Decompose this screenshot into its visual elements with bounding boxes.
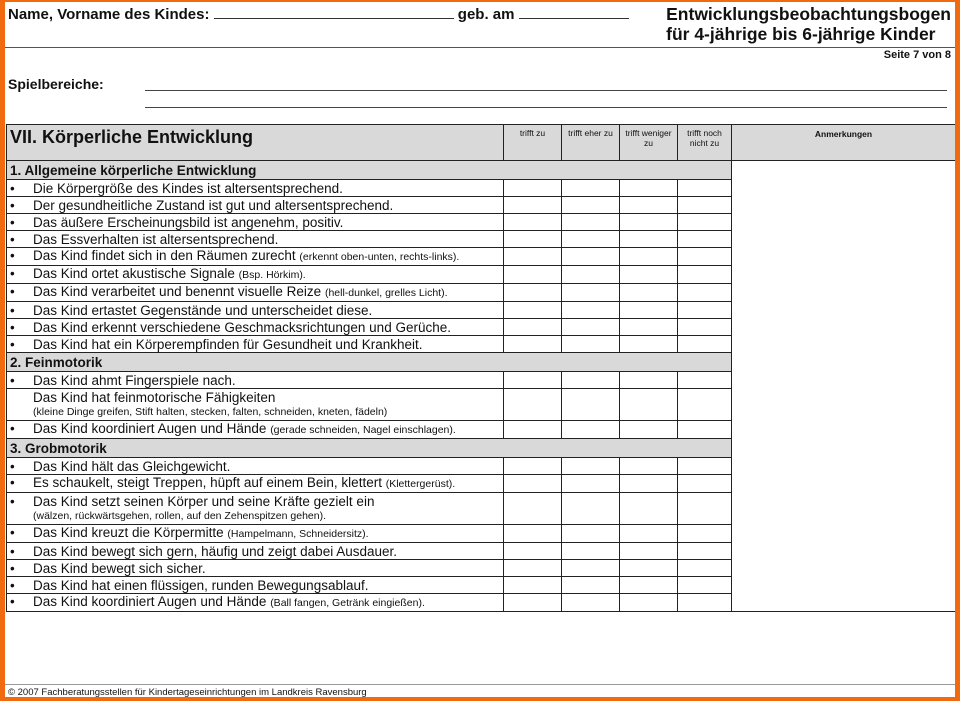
rating-checkbox-cell[interactable] xyxy=(678,214,732,231)
rating-checkbox-cell[interactable] xyxy=(562,560,620,577)
item-note: (erkennt oben-unten, rechts-links). xyxy=(299,251,460,263)
section-title: 1. Allgemeine körperliche Entwicklung xyxy=(7,161,732,180)
rating-checkbox-cell[interactable] xyxy=(504,231,562,248)
item-text: Der gesundheitliche Zustand ist gut und altersentsprechend. xyxy=(33,197,394,213)
document-page xyxy=(5,2,955,697)
rating-checkbox-cell[interactable] xyxy=(678,493,732,525)
child-name-field-row xyxy=(8,6,629,23)
observation-table xyxy=(6,124,955,612)
item-text-cell xyxy=(7,594,504,612)
rating-checkbox-cell[interactable] xyxy=(504,214,562,231)
rating-checkbox-cell[interactable] xyxy=(678,372,732,389)
item-text-cell xyxy=(7,214,504,231)
item-text: Das Kind bewegt sich gern, häufig und zeigt dabei Ausdauer. xyxy=(33,543,397,559)
rating-checkbox-cell[interactable] xyxy=(562,284,620,302)
name-input-line[interactable] xyxy=(214,6,454,19)
rating-checkbox-cell[interactable] xyxy=(678,421,732,439)
bullet-icon: • xyxy=(10,493,15,509)
item-text-cell xyxy=(7,248,504,266)
bullet-icon: • xyxy=(10,475,15,490)
item-text-cell xyxy=(7,372,504,389)
bullet-icon: • xyxy=(10,372,15,388)
item-text: Das Kind erkennt verschiedene Geschmacksrichtungen und Gerüche. xyxy=(33,319,451,335)
item-subnote: (kleine Dinge greifen, Stift halten, stecken, falten, schneiden, kneten, fädeln) xyxy=(33,405,388,418)
item-text: Die Körpergröße des Kindes ist altersentsprechend. xyxy=(33,180,343,196)
bullet-icon: • xyxy=(10,594,15,609)
item-note: (Bsp. Hörkim). xyxy=(238,269,306,281)
item-note: (Hampelmann, Schneidersitz). xyxy=(227,528,369,540)
item-text-cell xyxy=(7,302,504,319)
rating-checkbox-cell[interactable] xyxy=(678,336,732,353)
item-text: Das Kind koordiniert Augen und Hände xyxy=(33,421,267,436)
form-title-line2: für 4-jährige bis 6-jährige Kinder xyxy=(666,24,936,44)
item-text-cell xyxy=(7,180,504,197)
rating-checkbox-cell[interactable] xyxy=(620,266,678,284)
rating-checkbox-cell[interactable] xyxy=(562,197,620,214)
rating-checkbox-cell[interactable] xyxy=(620,372,678,389)
rating-checkbox-cell[interactable] xyxy=(620,302,678,319)
item-subnote: (wälzen, rückwärtsgehen, rollen, auf den Zehenspitzen gehen). xyxy=(33,509,327,522)
rating-checkbox-cell[interactable] xyxy=(504,336,562,353)
bullet-icon: • xyxy=(10,214,15,230)
rating-checkbox-cell[interactable] xyxy=(504,266,562,284)
item-text: Das Kind ahmt Fingerspiele nach. xyxy=(33,372,236,388)
item-note: (gerade schneiden, Nagel einschlagen). xyxy=(270,424,456,436)
col-trifft-zu: trifft zu xyxy=(504,125,562,161)
birthdate-input-line[interactable] xyxy=(519,6,629,19)
item-text-cell xyxy=(7,493,504,525)
item-text: Das Kind bewegt sich sicher. xyxy=(33,560,206,576)
rating-checkbox-cell[interactable] xyxy=(678,525,732,543)
rating-checkbox-cell[interactable] xyxy=(620,543,678,560)
rating-checkbox-cell[interactable] xyxy=(678,197,732,214)
rating-checkbox-cell[interactable] xyxy=(620,319,678,336)
table-title: VII. Körperliche Entwicklung xyxy=(7,125,504,161)
rating-checkbox-cell[interactable] xyxy=(562,594,620,612)
rating-checkbox-cell[interactable] xyxy=(678,284,732,302)
rating-checkbox-cell[interactable] xyxy=(504,493,562,525)
item-text: Das Kind hat feinmotorische Fähigkeiten xyxy=(33,389,276,405)
rating-checkbox-cell[interactable] xyxy=(504,302,562,319)
item-text-cell xyxy=(7,458,504,475)
rating-checkbox-cell[interactable] xyxy=(678,302,732,319)
bullet-icon: • xyxy=(10,421,15,436)
rating-checkbox-cell[interactable] xyxy=(504,180,562,197)
page-number: Seite 7 von 8 xyxy=(883,49,951,61)
rating-checkbox-cell[interactable] xyxy=(504,458,562,475)
rating-checkbox-cell[interactable] xyxy=(504,421,562,439)
item-text-cell xyxy=(7,266,504,284)
item-note: (Ball fangen, Getränk eingießen). xyxy=(270,597,425,609)
item-text: Das Kind verarbeitet und benennt visuelle Reize xyxy=(33,284,322,299)
rating-checkbox-cell[interactable] xyxy=(504,525,562,543)
col-anmerkungen: Anmerkungen xyxy=(732,125,956,161)
rating-checkbox-cell[interactable] xyxy=(620,577,678,594)
rating-checkbox-cell[interactable] xyxy=(620,560,678,577)
rating-checkbox-cell[interactable] xyxy=(562,336,620,353)
item-text-cell xyxy=(7,475,504,493)
rating-checkbox-cell[interactable] xyxy=(620,493,678,525)
rating-checkbox-cell[interactable] xyxy=(504,197,562,214)
rating-checkbox-cell[interactable] xyxy=(562,319,620,336)
header-divider xyxy=(5,47,955,48)
item-text: Das Kind findet sich in den Räumen zurecht xyxy=(33,248,296,263)
rating-checkbox-cell[interactable] xyxy=(504,248,562,266)
footer-copyright: © 2007 Fachberatungsstellen für Kindertageseinrichtungen im Landkreis Ravensburg xyxy=(8,687,367,697)
bullet-icon: • xyxy=(10,180,15,196)
item-text: Das äußere Erscheinungsbild ist angenehm, positiv. xyxy=(33,214,344,230)
item-text: Das Kind koordiniert Augen und Hände xyxy=(33,594,267,609)
col-trifft-noch-nicht-zu: trifft noch nicht zu xyxy=(678,125,732,161)
item-text-cell xyxy=(7,319,504,336)
rating-checkbox-cell[interactable] xyxy=(620,180,678,197)
rating-checkbox-cell[interactable] xyxy=(562,493,620,525)
item-text-cell xyxy=(7,197,504,214)
rating-checkbox-cell[interactable] xyxy=(620,231,678,248)
rating-checkbox-cell[interactable] xyxy=(678,248,732,266)
remarks-cell[interactable] xyxy=(732,161,956,612)
item-text: Das Kind kreuzt die Körpermitte xyxy=(33,525,224,540)
rating-checkbox-cell[interactable] xyxy=(504,389,562,421)
item-text-cell xyxy=(7,284,504,302)
bullet-icon: • xyxy=(10,525,15,540)
rating-checkbox-cell[interactable] xyxy=(678,475,732,493)
rating-checkbox-cell[interactable] xyxy=(678,458,732,475)
rating-checkbox-cell[interactable] xyxy=(562,389,620,421)
rating-checkbox-cell[interactable] xyxy=(678,389,732,421)
bullet-icon: • xyxy=(10,458,15,474)
item-text-cell xyxy=(7,560,504,577)
rating-checkbox-cell[interactable] xyxy=(562,266,620,284)
rating-checkbox-cell[interactable] xyxy=(562,302,620,319)
rating-checkbox-cell[interactable] xyxy=(678,180,732,197)
item-text-cell xyxy=(7,389,504,421)
rating-checkbox-cell[interactable] xyxy=(504,560,562,577)
rating-checkbox-cell[interactable] xyxy=(562,231,620,248)
rating-checkbox-cell[interactable] xyxy=(620,421,678,439)
bullet-icon: • xyxy=(10,336,15,352)
spielbereiche-line-1[interactable] xyxy=(145,90,947,91)
rating-checkbox-cell[interactable] xyxy=(504,284,562,302)
section-title: 3. Grobmotorik xyxy=(7,439,732,458)
item-text: Das Kind hat ein Körperempfinden für Gesundheit und Krankheit. xyxy=(33,336,423,352)
rating-checkbox-cell[interactable] xyxy=(620,336,678,353)
section-header-row xyxy=(7,161,956,180)
col-trifft-weniger-zu: trifft weniger zu xyxy=(620,125,678,161)
rating-checkbox-cell[interactable] xyxy=(620,525,678,543)
item-text-cell xyxy=(7,421,504,439)
rating-checkbox-cell[interactable] xyxy=(620,197,678,214)
rating-checkbox-cell[interactable] xyxy=(620,214,678,231)
rating-checkbox-cell[interactable] xyxy=(678,266,732,284)
bullet-icon: • xyxy=(10,560,15,576)
rating-checkbox-cell[interactable] xyxy=(504,319,562,336)
section-title: 2. Feinmotorik xyxy=(7,353,732,372)
item-text-cell xyxy=(7,525,504,543)
rating-checkbox-cell[interactable] xyxy=(620,475,678,493)
rating-checkbox-cell[interactable] xyxy=(562,372,620,389)
rating-checkbox-cell[interactable] xyxy=(678,231,732,248)
bullet-icon: • xyxy=(10,231,15,247)
rating-checkbox-cell[interactable] xyxy=(562,214,620,231)
bullet-icon: • xyxy=(10,284,15,299)
rating-checkbox-cell[interactable] xyxy=(678,577,732,594)
rating-checkbox-cell[interactable] xyxy=(504,594,562,612)
rating-checkbox-cell[interactable] xyxy=(504,475,562,493)
rating-checkbox-cell[interactable] xyxy=(562,543,620,560)
bullet-icon: • xyxy=(10,302,15,318)
item-text: Es schaukelt, steigt Treppen, hüpft auf einem Bein, klettert xyxy=(33,475,382,490)
item-text: Das Essverhalten ist altersentsprechend. xyxy=(33,231,279,247)
col-trifft-eher-zu: trifft eher zu xyxy=(562,125,620,161)
rating-checkbox-cell[interactable] xyxy=(678,543,732,560)
rating-checkbox-cell[interactable] xyxy=(504,372,562,389)
rating-checkbox-cell[interactable] xyxy=(678,594,732,612)
item-text-cell xyxy=(7,231,504,248)
bullet-icon: • xyxy=(10,543,15,559)
form-title-line1: Entwicklungsbeobachtungsbogen xyxy=(666,4,951,24)
item-text-cell xyxy=(7,577,504,594)
bullet-icon: • xyxy=(10,248,15,263)
rating-checkbox-cell[interactable] xyxy=(504,543,562,560)
bullet-icon: • xyxy=(10,577,15,593)
item-text: Das Kind setzt seinen Körper und seine Kräfte gezielt ein xyxy=(33,493,375,509)
spielbereiche-line-2[interactable] xyxy=(145,107,947,108)
bullet-icon: • xyxy=(10,266,15,281)
rating-checkbox-cell[interactable] xyxy=(562,525,620,543)
item-text: Das Kind ortet akustische Signale xyxy=(33,266,235,281)
item-text-cell xyxy=(7,336,504,353)
birthdate-label: geb. am xyxy=(457,6,515,23)
rating-checkbox-cell[interactable] xyxy=(620,389,678,421)
bullet-icon: • xyxy=(10,197,15,213)
item-text: Das Kind hält das Gleichgewicht. xyxy=(33,458,231,474)
spielbereiche-label: Spielbereiche: xyxy=(8,76,104,92)
rating-checkbox-cell[interactable] xyxy=(562,180,620,197)
bullet-icon: • xyxy=(10,319,15,335)
rating-checkbox-cell[interactable] xyxy=(562,421,620,439)
rating-checkbox-cell[interactable] xyxy=(562,248,620,266)
rating-checkbox-cell[interactable] xyxy=(562,577,620,594)
rating-checkbox-cell[interactable] xyxy=(504,577,562,594)
rating-checkbox-cell[interactable] xyxy=(620,248,678,266)
item-note: (hell-dunkel, grelles Licht). xyxy=(324,287,448,299)
item-text: Das Kind ertastet Gegenstände und unterscheidet diese. xyxy=(33,302,373,318)
name-label: Name, Vorname des Kindes: xyxy=(8,6,210,23)
footer-divider xyxy=(5,684,955,685)
rating-checkbox-cell[interactable] xyxy=(620,594,678,612)
rating-checkbox-cell[interactable] xyxy=(562,475,620,493)
rating-checkbox-cell[interactable] xyxy=(678,319,732,336)
rating-checkbox-cell[interactable] xyxy=(620,284,678,302)
item-text-cell xyxy=(7,543,504,560)
item-text: Das Kind hat einen flüssigen, runden Bewegungsablauf. xyxy=(33,577,369,593)
rating-checkbox-cell[interactable] xyxy=(620,458,678,475)
form-title xyxy=(666,4,951,44)
rating-checkbox-cell[interactable] xyxy=(678,560,732,577)
item-note: (Klettergerüst). xyxy=(385,478,456,490)
rating-checkbox-cell[interactable] xyxy=(562,458,620,475)
